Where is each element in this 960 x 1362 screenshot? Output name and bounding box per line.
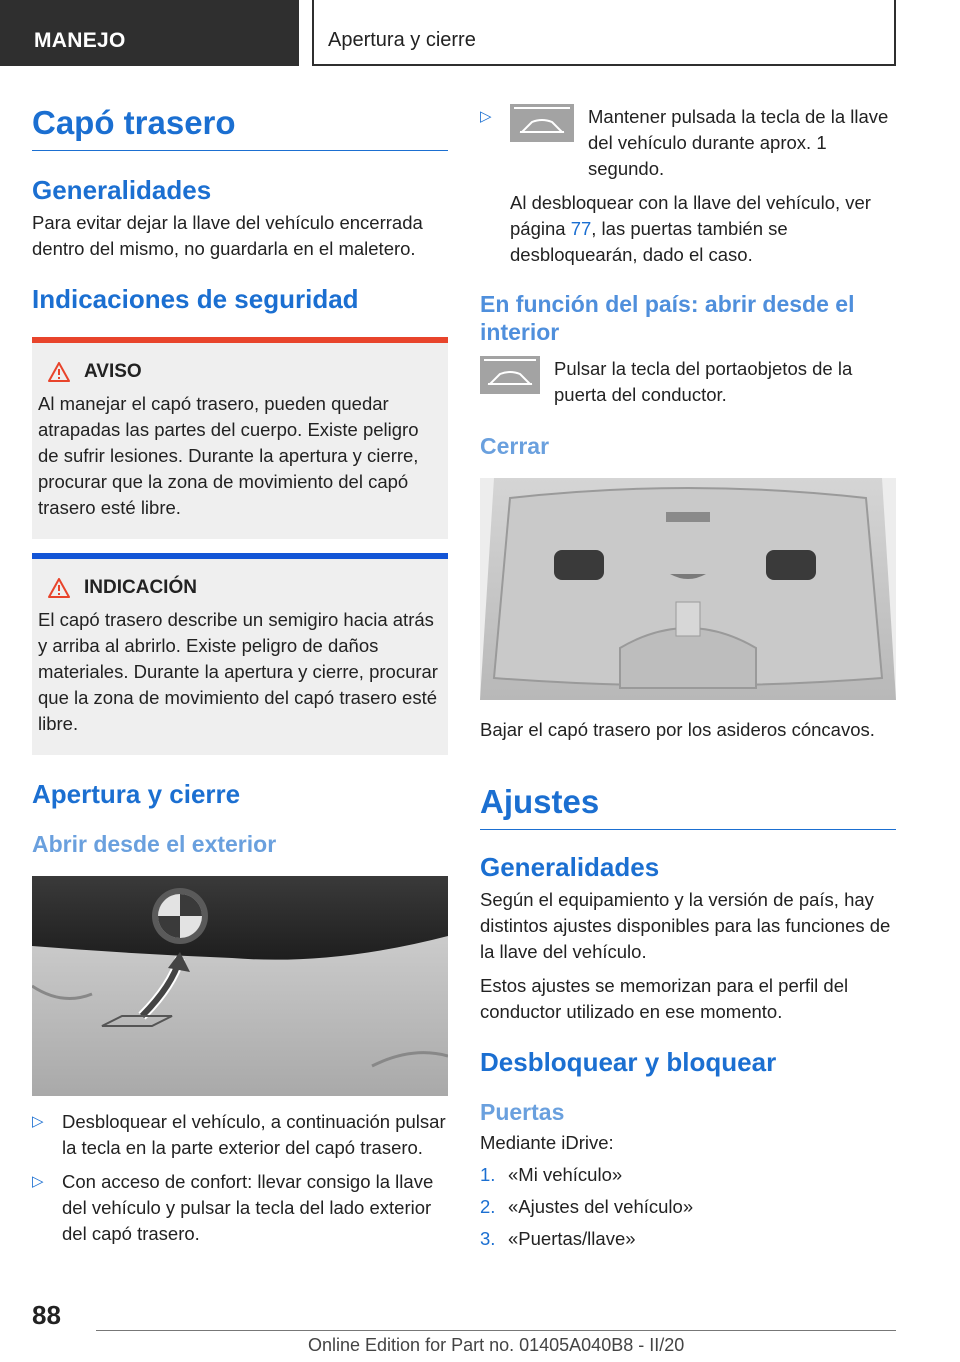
desbloquear-heading: Desbloquear y bloquear [480,1047,777,1077]
idrive-steps [480,1162,896,1252]
indicacion-text: El capó trasero describe un semigiro hacia atrás y arriba al abrirlo. Existe peligro de daños materiales. Durante la apertura y cierre, procurar que la zona de movimiento del capó trasero esté libre. [38,609,438,734]
indicacion-title: INDICACIÓN [84,577,197,598]
warning-icon [48,578,70,598]
trunk-inside-photo [480,478,896,700]
aviso-box [32,337,448,539]
interior-text: Pulsar la tecla del portaobjetos de la puerta del conductor. [554,358,853,405]
key-note: Al desbloquear con la llave del vehículo, ver página 77, las puertas también se desbloquearán, dado el caso. [510,192,871,265]
right-column [480,104,896,1252]
page-title: Capó trasero [32,104,448,151]
seguridad-heading: Indicaciones de seguridad [32,284,359,314]
triangle-bullet-icon: ▷ [32,1113,44,1130]
step-1: ▷ Desbloquear el vehículo, a continuación pulsar la tecla en la parte exterior del capó trasero. [32,1109,448,1161]
interior-heading: En función del país: abrir desde el interior [480,291,855,345]
step-2: ▷ Con acceso de confort: llevar consigo la llave del vehículo y pulsar la tecla del lado exterior del capó trasero. [32,1169,448,1247]
page-number: 88 [32,1300,61,1330]
generalidades-heading: Generalidades [32,175,212,205]
indicacion-box [32,553,448,755]
exterior-heading: Abrir desde el exterior [32,831,277,857]
warning-icon [48,362,70,382]
ajustes-generalidades-heading: Generalidades [480,852,660,882]
chapter-tab: Apertura y cierre [312,0,896,66]
triangle-bullet-icon: ▷ [480,108,492,125]
section-tab: MANEJO [0,0,299,66]
cerrar-text: Bajar el capó trasero por los asideros cóncavos. [480,719,875,740]
list-item: 1. «Mi vehículo» [480,1164,623,1185]
aviso-text: Al manejar el capó trasero, pueden quedar atrapadas las partes del cuerpo. Existe peligro de sufrir lesiones. Durante la apertura y cierre, procurar que la zona de movimiento del capó trasero esté libre. [38,393,419,518]
ajustes-title: Ajustes [480,783,896,830]
trunk-key-icon [510,104,574,142]
trunk-button-photo [32,876,448,1096]
aviso-title: AVISO [84,361,142,382]
key-step: ▷ Mantener pulsada la tecla de la llave del vehículo durante aprox. 1 segundo. Al desbloquear con la llave del vehículo, ver página 77, las puertas también se desbloquearán, dado el caso. [480,104,896,268]
cerrar-heading: Cerrar [480,433,550,459]
triangle-bullet-icon: ▷ [32,1173,44,1190]
footer-divider [96,1330,896,1331]
page-header [0,0,960,66]
puertas-text: Mediante iDrive: [480,1132,614,1153]
puertas-heading: Puertas [480,1099,565,1125]
apertura-heading: Apertura y cierre [32,779,241,809]
page-link[interactable]: 77 [570,218,592,239]
list-item: 2. «Ajustes del vehículo» [480,1196,694,1217]
trunk-key-icon [480,356,540,394]
list-item: 3. «Puertas/llave» [480,1228,636,1249]
ajustes-text-1: Según el equipamiento y la versión de país, hay distintos ajustes disponibles para las funciones de la llave del vehículo. [480,889,891,962]
generalidades-text: Para evitar dejar la llave del vehículo encerrada dentro del mismo, no guardarla en el maletero. [32,212,423,259]
left-column [32,96,448,1247]
edition-text: Online Edition for Part no. 01405A040B8 - II/20 [308,1335,685,1355]
ajustes-text-2: Estos ajustes se memorizan para el perfil del conductor utilizado en ese momento. [480,975,849,1022]
